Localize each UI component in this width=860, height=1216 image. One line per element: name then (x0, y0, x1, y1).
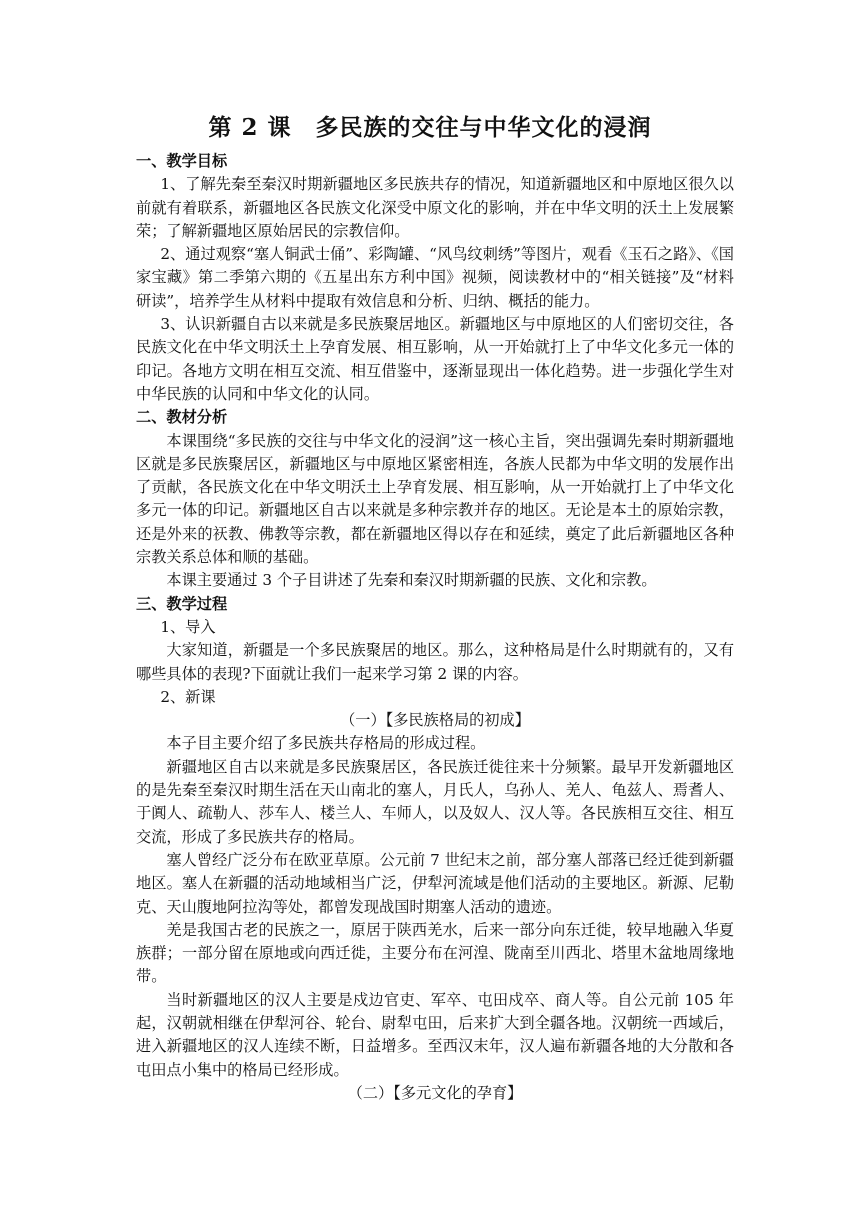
section-heading-analysis: 二、教材分析 (136, 408, 228, 427)
document-body (136, 150, 734, 1105)
page-title: 第 2 课 多民族的交往与中华文化的浸润 (208, 114, 652, 141)
objective-item: 3、认识新疆自古以来就是多民族聚居地区。新疆地区与中原地区的人们密切交往，各民族文化在中华文明沃土上孕育发展、相互影响，从一开始就打上了中华文化多元一体的印记。各地方文明在相互交流、相互借鉴中，逐渐显现出一体化趋势。进一步强化学生对中华民族的认同和中华文化的认同。 (136, 315, 734, 403)
subtopic-paragraph: 本子目主要介绍了多民族共存格局的形成过程。 (166, 734, 486, 753)
analysis-paragraph: 本课围绕“多民族的交往与中华文化的浸润”这一核心主旨，突出强调先秦时期新疆地区就是多民族聚居区，新疆地区与中原地区紧密相连，各族人民都为中华文明的发展作出了贡献，各民族文化在中华文明沃土上孕育发展、相互影响，从一开始就打上了中华文化多元一体的印记。新疆地区自古以来就是多种宗教并存的地区。无论是本土的原始宗教，还是外来的祆教、佛教等宗教，都在新疆地区得以存在和延续，奠定了此后新疆地区各种宗教关系总体和顺的基础。 (136, 431, 734, 567)
step-label-new-lesson: 2、新课 (160, 687, 216, 706)
subtopic-paragraph: 塞人曾经广泛分布在欧亚草原。公元前 7 世纪末之前，部分塞人部落已经迁徙到新疆地区。塞人在新疆的活动地域相当广泛，伊犁河流域是他们活动的主要地区。新源、尼勒克、天山腹地阿拉沟等处，都曾发现战国时期塞人活动的遗迹。 (136, 850, 734, 916)
section-heading-objectives: 一、教学目标 (136, 152, 228, 170)
objective-item: 1、了解先秦至秦汉时期新疆地区多民族共存的情况，知道新疆地区和中原地区很久以前就有着联系，新疆地区各民族文化深受中原文化的影响，并在中华文明的沃土上发展繁荣；了解新疆地区原始居民的宗教信仰。 (136, 175, 734, 240)
subtopic-paragraph: 当时新疆地区的汉人主要是戍边官吏、军卒、屯田戍卒、商人等。自公元前 105 年起，汉朝就相继在伊犁河谷、轮台、尉犁屯田，后来扩大到全疆各地。汉朝统一西域后，进入新疆地区的汉人连续不断，日益增多。至西汉末年，汉人遍布新疆各地的大分散和各屯田点小集中的格局已经形成。 (136, 990, 734, 1079)
subtopic-paragraph: 羌是我国古老的民族之一，原居于陕西羌水，后来一部分向东迁徙，较早地融入华夏族群；一部分留在原地或向西迁徙，主要分布在河湟、陇南至川西北、塔里木盆地周缘地带。 (136, 920, 734, 986)
section-heading-process: 三、教学过程 (136, 594, 228, 613)
subtopic-title: （二）【多元文化的孕育】 (347, 1083, 523, 1102)
subtopic-paragraph: 新疆地区自古以来就是多民族聚居区，各民族迁徙往来十分频繁。最早开发新疆地区的是先秦至秦汉时期生活在天山南北的塞人，月氏人，乌孙人、羌人、龟兹人、焉耆人、于阗人、疏勒人、莎车人、楼兰人、车师人，以及奴人、汉人等。各民族相互交往、相互交流，形成了多民族共存的格局。 (136, 757, 734, 846)
objective-item: 2、通过观察“塞人铜武士俑”、彩陶罐、“风鸟纹刺绣”等图片，观看《玉石之路》、《国家宝藏》第二季第六期的《五星出东方利中国》视频，阅读教材中的“相关链接”及“材料研读”，培养学生从材料中提取有效信息和分析、归纳、概括的能力。 (136, 245, 734, 310)
analysis-paragraph: 本课主要通过 3 个子目讲述了先秦和秦汉时期新疆的民族、文化和宗教。 (166, 571, 657, 590)
intro-paragraph: 大家知道，新疆是一个多民族聚居的地区。那么，这种格局是什么时期就有的，又有哪些具体的表现?下面就让我们一起来学习第 2 课的内容。 (136, 641, 734, 683)
step-label-intro: 1、导入 (160, 617, 216, 636)
subtopic-title: （一）【多民族格局的初成】 (340, 711, 530, 730)
